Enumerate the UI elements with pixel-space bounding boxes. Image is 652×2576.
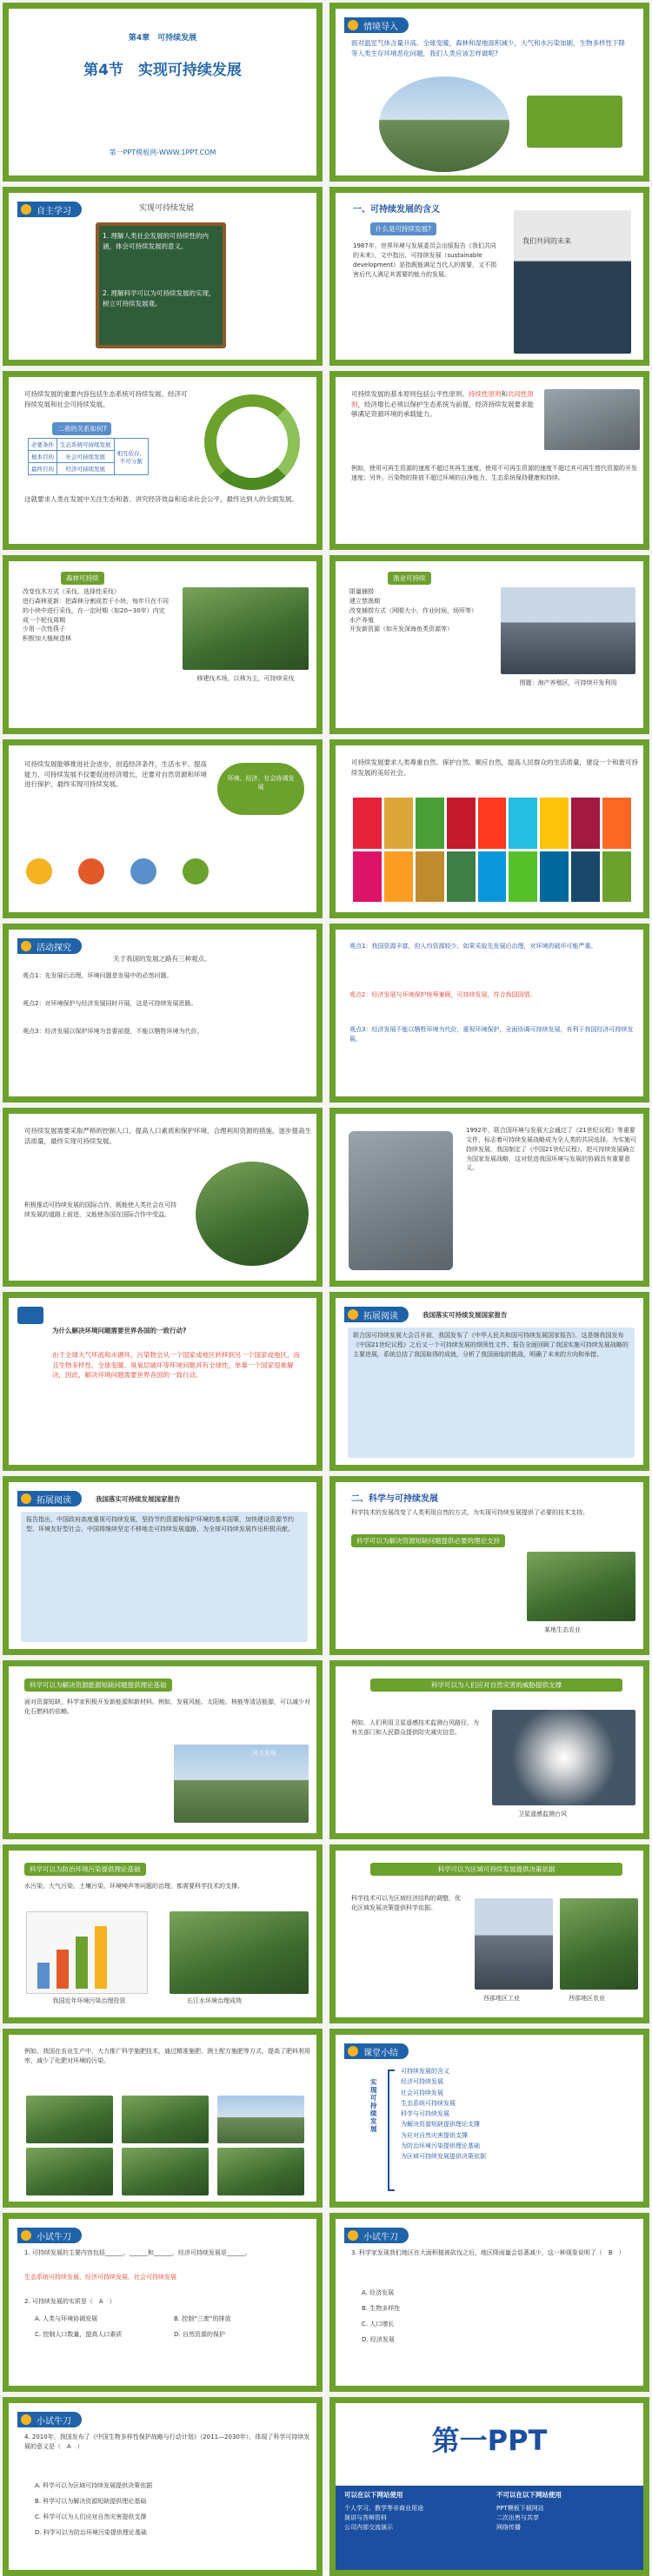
- reading-text: 联合国可持续发展大会召开前，我国发布了《中华人民共和国可持续发展国家报告》，这是继我国发布《中国21世纪议程》之后又一个可持续发展的纲领性文件。报告全面回顾了我国实施可持续发展战略的主要进展，系统总结了我国取得的成就，分析了我国面临的挑战，明确了未来的方向和举措。: [353, 1332, 629, 1358]
- investment-bar-chart: [26, 1911, 148, 1994]
- slide-17-reading: [3, 1476, 323, 1655]
- quiz-q4: 4. 2010年，我国发布了《中国生物多样性保护战略与行动计划》（2011—2030年），体现了科学可持续发展的意义是（ A ）: [24, 2434, 310, 2450]
- caption-agriculture: 西部地区农业: [569, 1995, 605, 2002]
- option-a[interactable]: A. 经济发展: [362, 2289, 395, 2296]
- field-photo-2: [122, 2096, 209, 2143]
- option-a[interactable]: A. 人类与环境协调发展: [35, 2315, 98, 2322]
- sdg-text: 可持续发展要求人类尊重自然、保护自然、顺应自然，提高人民群众的生活质量，建设一个和谐可持续发展的美好社会。: [351, 758, 638, 777]
- quiz-q2: 2. 可持续发展的实质是（ A ）: [24, 2298, 116, 2305]
- relation-note: 相互依存， 不可分割: [114, 439, 149, 475]
- list-item: 演讲与答辩资料: [344, 2513, 387, 2521]
- pollution-badge: 科学可以为防治环境污染提供理论基础: [24, 1863, 146, 1876]
- section-header: 情境导入: [344, 17, 409, 33]
- slide-15-question: [3, 1292, 323, 1471]
- summary-root: 实现可持续发展: [370, 2078, 377, 2133]
- agenda-text: 1992年，联合国环境与发展大会通过了《21世纪议程》等重要文件，标志着可持续发展战略成为全人类的共同选择。为实施可持续发展，我国制定了《中国21世纪议程》，把可持续发展确立为国家发展战略，这对促进我国环境与发展的协调具有重要意义。: [466, 1127, 636, 1172]
- section-header: 小试牛刀: [344, 2228, 409, 2243]
- info-icon: [348, 20, 358, 30]
- objective-2: 2. 理解科学可以为可持续发展的实现，树立可持续发展观。: [103, 289, 216, 308]
- section-header: 活动探究: [17, 938, 82, 954]
- think-icon: [17, 1307, 43, 1324]
- forest-measures: [23, 587, 170, 644]
- intro-text: 可持续发展的重要内容包括生态系统可持续发展、经济可持续发展和社会可持续发展。: [24, 390, 188, 408]
- slide-16-reading: [329, 1292, 649, 1471]
- intro-text: 面对温室气体含量升高、全球变暖，森林和湿地面积减少，大气和水污染加剧，生物多样性下降等人类生存环境恶化问题，我们人类应该怎样做呢?: [351, 39, 625, 57]
- section-title: 一、可持续发展的含义: [353, 205, 440, 215]
- photo-caption: 图题：海产养殖区，可持续开发利用: [519, 679, 617, 686]
- view-1: 观点1：先发展后治理。环境问题是发展中的必然问题。: [23, 972, 173, 979]
- quiz-q3: 3. 科学家发现我们地区在大面积植被砍伐之后，地区降雨量会显著减少，这一种现象说明了（ B ）: [351, 2249, 625, 2256]
- list-item: 科学与可持续发展: [401, 2110, 449, 2117]
- typhoon-image: [492, 1710, 635, 1805]
- list-item: 建立禁渔期: [349, 597, 380, 605]
- quiz-icon: [348, 2230, 358, 2241]
- slide-6-principles: [329, 371, 649, 550]
- disaster-text: 例如，人们利用卫星遥感技术监测台风路径，为有关部门和人民群众提供防灾减灾信息。: [351, 1719, 479, 1736]
- slide-14-agenda: [329, 1108, 649, 1287]
- slide-title: 实现可持续发展: [139, 204, 195, 213]
- chart-caption: 我国近年环境污染治理投资: [52, 1997, 126, 2004]
- activity-title: 关于我国的发展之路有三种观点。: [113, 955, 211, 963]
- option-d[interactable]: D. 科学可以为防治环境污染提供理论基础: [35, 2529, 147, 2536]
- footer-text: 第一PPT模板网-WWW.1PPT.COM: [109, 149, 216, 156]
- list-item: 水产养殖: [349, 616, 374, 624]
- slide-5-components: [3, 371, 323, 550]
- agriculture-photo: [560, 1898, 638, 1990]
- book-cover: [514, 210, 631, 354]
- disaster-badge: 科学可以为人们应对自然灾害的威胁提供支撑: [370, 1679, 622, 1692]
- reading-title: 我国落实可持续发展国家报告: [422, 1311, 508, 1319]
- reading-icon: [21, 1493, 31, 1504]
- book-title: 我们共同的未来: [522, 237, 571, 245]
- option-d[interactable]: D. 自然资源的保护: [174, 2331, 225, 2338]
- region-badge: 科学可以为区域可持续发展提供决策依据: [370, 1863, 622, 1876]
- list-item: 为区域可持续发展提供决策依据: [401, 2153, 486, 2160]
- view-3: 观点3：经济发展以保护环境为首要前提，不能以牺牲环境为代价。: [23, 1028, 203, 1035]
- pollution-text: 水污染、大气污染、土壤污染、环境噪声等问题的治理，都需要科学技术的支撑。: [24, 1883, 243, 1890]
- list-item: PPT模板下载网站: [496, 2505, 544, 2512]
- list-item: 经济可持续发展: [401, 2078, 443, 2086]
- list-item: 为防治环境污染提供理论基础: [401, 2142, 480, 2149]
- list-item: 改变伐木方式（采伐、选择性采伐）: [23, 588, 120, 595]
- infographic-dots: [26, 850, 304, 893]
- option-c[interactable]: C. 人口增长: [362, 2321, 395, 2328]
- list-item: 二次出售与共享: [496, 2513, 539, 2521]
- photo-caption: 修建伐木场，以林为主，可持续采伐: [196, 675, 295, 682]
- slide-20-disaster: [329, 1660, 649, 1839]
- illustration-caption-box: [527, 96, 622, 148]
- slide-25-quiz: [3, 2213, 323, 2392]
- slide-2-intro: [329, 3, 649, 182]
- slide-28-brand: [329, 2397, 649, 2576]
- balance-bubble: 环境、经济、社会协调发展: [217, 763, 304, 815]
- list-item: 社会可持续发展: [401, 2089, 443, 2096]
- brand-logo: 第一PPT: [431, 2424, 548, 2457]
- chapter-label: 第4章 可持续发展: [128, 34, 197, 43]
- science-text: 科学技术的发展改变了人类利用自然的方式，为实现可持续发展提供了必要的技术支持。: [351, 1509, 589, 1516]
- slide-23-agriculture: [3, 2029, 323, 2208]
- objective-1: 1. 理解人类社会发展的可持续性的内涵，体会可持续发展的意义。: [103, 232, 210, 250]
- slide-12-answers: [329, 924, 649, 1103]
- reading-title: 我国落实可持续发展国家报告: [96, 1495, 181, 1503]
- slide-22-region: [329, 1844, 649, 2023]
- forest-header: 森林可持续: [61, 572, 104, 585]
- allowed-list: [344, 2504, 423, 2533]
- sdg-grid: [353, 798, 631, 902]
- answer-1: 观点1：我国资源丰富，但人均资源较少，如果采取先发展后治理，对环境的破坏可能严重。: [349, 943, 597, 950]
- field-photo-1: [26, 2096, 113, 2143]
- slide-7-forest: [3, 555, 323, 734]
- caption-industry: 西部地区工业: [483, 1995, 520, 2002]
- example-text: 例如，使用可再生资源的速度不超过其再生速度，使用不可再生资源的速度不超过其可再生替代资源的开发速度；另外，污染物的排放不超过环境的自净能力，生态系统保持健康和持续。: [351, 465, 637, 481]
- energy-text: 面对资源短缺，科学家积极开发新能源和新材料。例如，发展风能、太阳能、核能等清洁能源，可以减少对化石燃料的依赖。: [24, 1699, 310, 1715]
- relation-table: 必要条件 生态系统可持续发展 相互依存， 不可分割 根本目的 社会可持续发展 最终目的 经济可持续发展: [28, 438, 149, 475]
- photo-caption: 某地生态农业: [544, 1626, 581, 1633]
- photo-caption: 长江水环境治理成效: [187, 1997, 242, 2004]
- industry-photo: [475, 1898, 553, 1990]
- fishery-header: 渔业可持续: [388, 572, 431, 585]
- conference-photo: [349, 1131, 453, 1270]
- slide-9-balance: [3, 739, 323, 918]
- allowed-title: 可以在以下网站使用: [344, 2491, 403, 2499]
- list-item: 进行森林更新：把森林分割成若干小块，每年只在不同的小块中进行采伐，在一定时期（如20~30年）内完成一个轮伐周期: [23, 597, 169, 624]
- slide-8-fishery: [329, 555, 649, 734]
- quiz-icon: [21, 2230, 31, 2241]
- agriculture-text: 例如，我国在农业生产中，大力推广科学施肥技术，通过精准施肥、测土配方施肥等方式，提高了肥料利用率，减少了化肥对环境的污染。: [24, 2048, 310, 2064]
- photo-caption: 卫星遥感监测台风: [518, 1811, 567, 1818]
- section-header: 拓展阅读: [17, 1491, 82, 1507]
- cooperation-text: 积极推动可持续发展的国际合作，既能使人类社会在可持续发展的道路上前进，又能使各国在国际合作中受益。: [24, 1202, 176, 1218]
- river-photo: [170, 1911, 309, 1994]
- principle-text: 可持续发展的基本原则包括公平性原则、持续性原则和共同性原则，经济增长必须以保护生态系统为前提，经济持续发展要求能够满足资源环境的承载能力。: [351, 390, 534, 419]
- section-header: 课堂小结: [344, 2043, 409, 2059]
- section-header: 拓展阅读: [344, 1307, 409, 1322]
- option-d[interactable]: D. 经济发展: [362, 2336, 395, 2343]
- list-item: 生态系统可持续发展: [401, 2099, 456, 2107]
- slide-19-energy: [3, 1660, 323, 1839]
- slide-title: 第4节 实现可持续发展: [83, 62, 242, 79]
- slide-13-population: [3, 1108, 323, 1287]
- question-badge: 什么是可持续发展?: [370, 222, 436, 235]
- slide-24-summary: [329, 2029, 649, 2208]
- slide-3-learning: [3, 187, 323, 366]
- field-photo-4: [26, 2148, 113, 2195]
- question-text: 为什么解决环境问题需要世界各国的一致行动?: [52, 1327, 187, 1334]
- option-a[interactable]: A. 科学可以为区域可持续发展提供决策依据: [35, 2482, 153, 2489]
- forest-photo: [183, 587, 309, 670]
- quiz-q1: 1. 可持续发展的主要内容包括______、______和______，经济可持续发展是______。: [24, 2249, 251, 2256]
- summary-branches: [401, 2066, 635, 2162]
- population-text: 可持续发展需要采取严格的控制人口、提高人口素质和保护环境、合理利用资源的措施，逐步提高生活质量，最终实现可持续发展。: [24, 1127, 311, 1145]
- list-item: 可持续发展的含义: [401, 2068, 449, 2075]
- slide-26-quiz: [329, 2213, 649, 2392]
- slide-18-science: [329, 1476, 649, 1655]
- slide-27-quiz: [3, 2397, 323, 2576]
- quiz-icon: [21, 2414, 31, 2425]
- support-badge: 科学可以为解决资源短缺问题提供必要的理论支持: [351, 1534, 505, 1547]
- slide-4-definition: [329, 187, 649, 366]
- slide-11-activity: [3, 924, 323, 1103]
- summary-text: 这就要求人类在发展中关注生态和谐、讲究经济效益和追求社会公平，最终达到人的全面发展。: [24, 495, 298, 503]
- list-item: 少用一次性筷子: [23, 626, 65, 633]
- book-icon: [21, 204, 31, 215]
- reading-icon: [348, 1309, 358, 1320]
- list-item: 公司内部交流演示: [344, 2523, 393, 2531]
- field-photo-6: [217, 2148, 304, 2195]
- option-b[interactable]: B. 控制“三废”的排放: [174, 2315, 231, 2322]
- list-item: 个人学习、教学等非商业用途: [344, 2505, 423, 2512]
- option-b[interactable]: B. 生物多样性: [362, 2305, 401, 2312]
- field-photo-5: [122, 2148, 209, 2195]
- environment-illustration: [379, 76, 509, 172]
- wind-farm-photo: [174, 1745, 309, 1823]
- section-title: 二、科学与可持续发展: [351, 1494, 438, 1504]
- list-item: 积极加大植树造林: [23, 635, 71, 643]
- list-item: 为应对自然灾害提供支撑: [401, 2131, 468, 2139]
- option-b[interactable]: B. 科学可以为解决资源短缺提供理论基础: [35, 2498, 147, 2505]
- list-item: 为解决资源短缺提供理论支撑: [401, 2121, 480, 2129]
- photo-caption: 风力发电: [252, 1750, 276, 1757]
- section-header: 小试牛刀: [17, 2228, 82, 2243]
- quiz-answers: 生态系统可持续发展、经济可持续发展、社会可持续发展: [24, 2274, 176, 2281]
- definition-text: 1987年，世界环境与发展委员会出版报告《我们共同的未来》，文中指出，可持续发展（sustainable development）是指既能满足当代人的需要，又不损害后代人满足其需要的能力的发展。: [353, 242, 497, 278]
- section-header: 自主学习: [17, 202, 82, 217]
- forbidden-list: [496, 2504, 544, 2533]
- slide-1-title: [3, 3, 323, 182]
- view-2: 观点2：对环境保护与经济发展同时开展，这是可持续发展思路。: [23, 1000, 197, 1007]
- answer-text: 由于全球大气环流和水循环，污染物会从一个国家或地区转移到另一个国家或地区，而且生物多样性、全球变暖、臭氧层破坏等环境问题具有全球性，单靠一个国家很难解决，因此，解决环境问题需要世界各国的一致行动。: [52, 1351, 300, 1380]
- option-c[interactable]: C. 控制人口数量，提高人口素质: [35, 2331, 123, 2338]
- summary-icon: [348, 2046, 358, 2056]
- answer-2: 观点2：经济发展与环境保护统筹兼顾，可持续发展，符合我国国情。: [349, 991, 536, 998]
- relation-badge: 二者的关系如何?: [52, 422, 111, 435]
- village-photo: [196, 1162, 309, 1266]
- forbidden-title: 不可以在以下网站使用: [496, 2491, 562, 2499]
- list-item: 开发新资源（如开发深海鱼类资源等）: [349, 626, 453, 633]
- farm-photo: [527, 1552, 635, 1621]
- section-header: 小试牛刀: [17, 2412, 82, 2427]
- activity-icon: [21, 941, 31, 951]
- slide-10-sdg: [329, 739, 649, 918]
- option-c[interactable]: C. 科学可以为人们应对自然灾害提供支撑: [35, 2513, 147, 2520]
- balance-text: 可持续发展能够推进社会进步，创造经济条件，生活水平、提高能力、可持续发展不仅要促进经济增长，还要对自然资源和环境进行保护，最终实现可持续发展。: [24, 760, 207, 789]
- field-photo-3: [217, 2096, 304, 2143]
- summary-bracket: [388, 2069, 395, 2191]
- list-item: 网络传播: [496, 2523, 521, 2531]
- factory-photo: [544, 389, 640, 450]
- reading-text: 报告指出，中国政府高度重视可持续发展，坚持节约资源和保护环境的基本国策，加快建设资源节约型、环境友好型社会。中国将继续坚定不移地走可持续发展道路，为全球可持续发展作出积极贡献。: [26, 1516, 294, 1533]
- recycle-icon: [204, 394, 300, 490]
- answer-3: 观点3：经济发展不能以牺牲环境为代价，重视环境保护，全面协调可持续发展，有利于我国经济可持续发展。: [349, 1026, 634, 1043]
- list-item: 限量捕捞: [349, 588, 374, 595]
- harbor-photo: [501, 587, 635, 674]
- energy-badge: 科学可以为解决资源能源短缺问题提供理论基础: [24, 1679, 172, 1692]
- region-text: 科学技术可以为区域经济结构的调整，优化区域发展决策提供科学依据。: [351, 1895, 461, 1911]
- list-item: 改变捕捞方式（网眼大小，作业时间，场所等）: [349, 606, 477, 614]
- slide-21-pollution: [3, 1844, 323, 2023]
- fishery-measures: [349, 587, 489, 634]
